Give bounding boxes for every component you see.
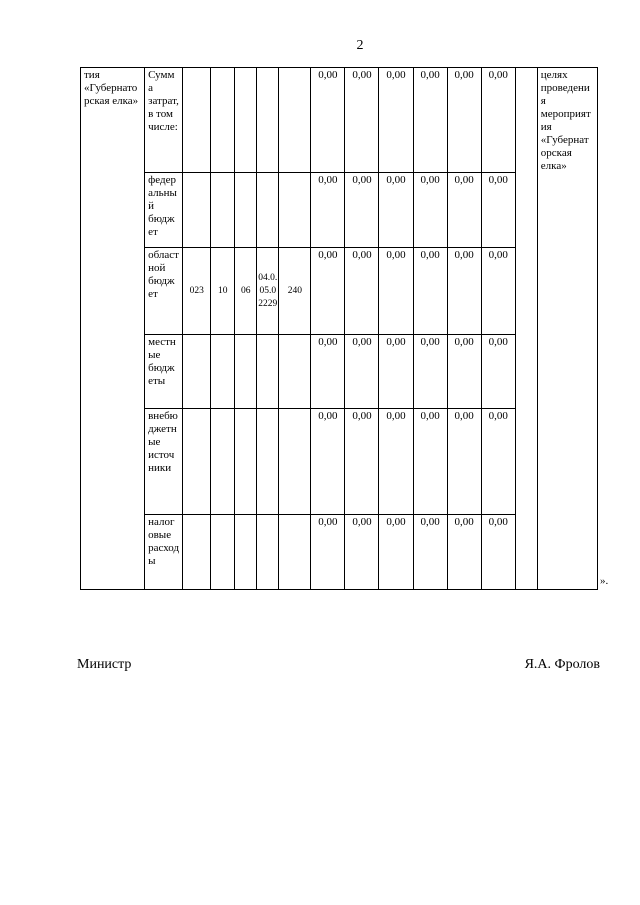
closing-quote: ». — [600, 575, 609, 587]
value-cell: 0,00 — [481, 409, 515, 515]
value-cell: 0,00 — [311, 68, 345, 173]
rz-code: 10 — [211, 248, 235, 335]
grbs-code: 023 — [183, 248, 211, 335]
value-cell: 0,00 — [311, 409, 345, 515]
value-cell: 0,00 — [447, 515, 481, 590]
value-cell: 0,00 — [481, 335, 515, 409]
value-cell: 0,00 — [413, 515, 447, 590]
value-cell: 0,00 — [311, 173, 345, 248]
value-cell: 0,00 — [311, 248, 345, 335]
value-cell: 0,00 — [447, 68, 481, 173]
value-cell: 0,00 — [481, 515, 515, 590]
value-cell: 0,00 — [311, 515, 345, 590]
value-cell: 0,00 — [413, 248, 447, 335]
value-cell: 0,00 — [413, 335, 447, 409]
row-label: внебюджетные источники — [145, 409, 183, 515]
pr-code: 06 — [235, 248, 257, 335]
page-number: 2 — [356, 38, 364, 53]
value-cell: 0,00 — [345, 173, 379, 248]
value-cell: 0,00 — [345, 68, 379, 173]
vr-code: 240 — [279, 248, 311, 335]
value-cell: 0,00 — [379, 515, 413, 590]
value-cell: 0,00 — [311, 335, 345, 409]
value-cell: 0,00 — [379, 173, 413, 248]
value-cell: 0,00 — [413, 68, 447, 173]
row-label: Сумма затрат, в том числе: — [145, 68, 183, 173]
value-cell: 0,00 — [379, 409, 413, 515]
program-name-cell: тия «Губернаторская елка» — [81, 68, 145, 590]
value-cell: 0,00 — [379, 335, 413, 409]
csr-code: 04.0.05.02229 — [257, 248, 279, 335]
row-label: налоговые расходы — [145, 515, 183, 590]
value-cell: 0,00 — [481, 68, 515, 173]
value-cell: 0,00 — [345, 515, 379, 590]
value-cell: 0,00 — [345, 248, 379, 335]
signatory-name: Я.А. Фролов — [524, 657, 600, 672]
row-label: федеральный бюджет — [145, 173, 183, 248]
value-cell: 0,00 — [413, 173, 447, 248]
value-cell: 0,00 — [481, 173, 515, 248]
signatory-position: Министр — [77, 657, 132, 672]
value-cell: 0,00 — [413, 409, 447, 515]
value-cell: 0,00 — [447, 248, 481, 335]
value-cell: 0,00 — [379, 248, 413, 335]
purpose-cell: целях проведения мероприятия «Губернаторская елка» — [537, 68, 597, 590]
value-cell: 0,00 — [447, 409, 481, 515]
value-cell: 0,00 — [481, 248, 515, 335]
value-cell: 0,00 — [345, 409, 379, 515]
budget-table — [80, 67, 598, 590]
value-cell: 0,00 — [379, 68, 413, 173]
row-label: местные бюджеты — [145, 335, 183, 409]
value-cell: 0,00 — [447, 173, 481, 248]
table-row — [81, 68, 598, 173]
value-cell: 0,00 — [345, 335, 379, 409]
row-label: областной бюджет — [145, 248, 183, 335]
value-cell: 0,00 — [447, 335, 481, 409]
